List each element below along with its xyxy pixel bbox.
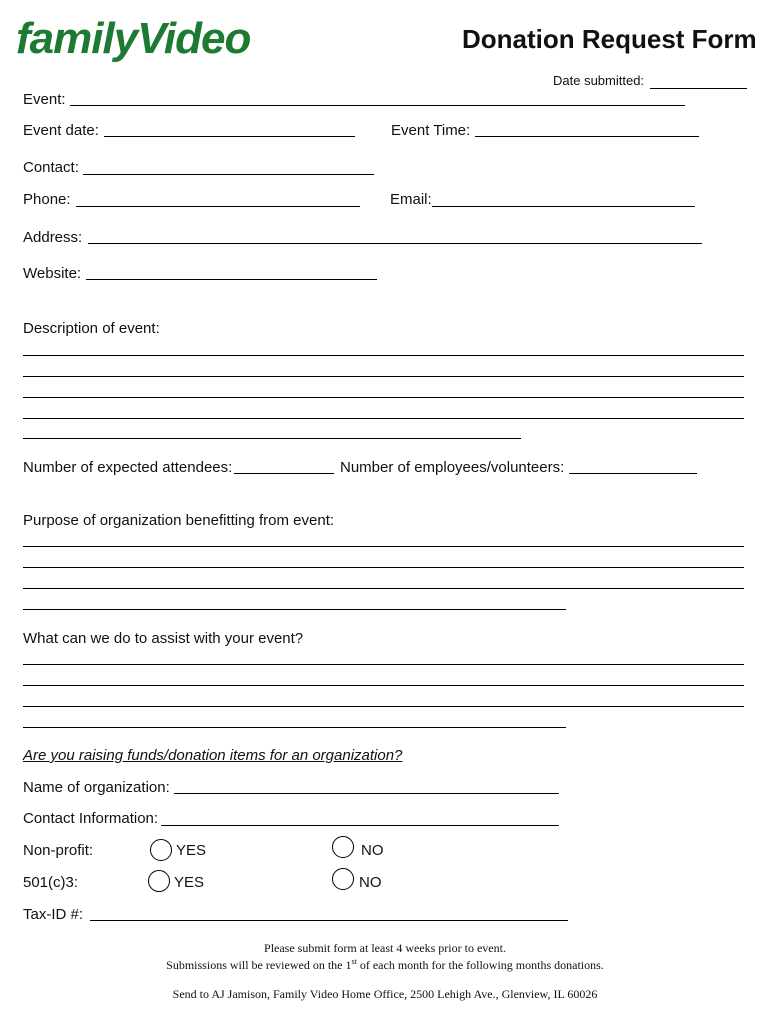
c3-no-radio[interactable] xyxy=(332,868,354,890)
event-time-input[interactable] xyxy=(475,116,699,137)
c3-label: 501(c)3: xyxy=(23,874,79,891)
c3-yes-label: YES xyxy=(174,874,205,891)
c3-yes-radio[interactable] xyxy=(148,870,170,892)
logo-word-family: family xyxy=(16,14,138,63)
address-label: Address: xyxy=(23,229,83,246)
tax-id-input[interactable] xyxy=(90,900,568,921)
contact-info-input[interactable] xyxy=(161,805,559,826)
nonprofit-label: Non-profit: xyxy=(23,842,94,859)
event-date-input[interactable] xyxy=(104,116,355,137)
fundraising-question: Are you raising funds/donation items for an organization? xyxy=(23,747,403,764)
purpose-line-1[interactable] xyxy=(23,526,744,547)
email-label: Email: xyxy=(390,191,432,208)
footer-line-2-end: of each month for the following months donations. xyxy=(356,958,604,972)
description-line-5[interactable] xyxy=(23,418,521,439)
footer-line-2-start: Submissions will be reviewed on the 1 xyxy=(166,958,352,972)
logo-word-video: Video xyxy=(137,14,251,63)
footer-address: Send to AJ Jamison, Family Video Home Office, 2500 Lehigh Ave., Glenview, IL 60026 xyxy=(172,987,598,1001)
nonprofit-yes-label: YES xyxy=(176,842,207,859)
nonprofit-yes-radio[interactable] xyxy=(150,839,172,861)
description-line-2[interactable] xyxy=(23,356,744,377)
assist-line-1[interactable] xyxy=(23,644,744,665)
description-line-4[interactable] xyxy=(23,398,744,419)
description-line-1[interactable] xyxy=(23,335,744,356)
nonprofit-no-radio[interactable] xyxy=(332,836,354,858)
c3-no-label: NO xyxy=(359,874,382,891)
event-input[interactable] xyxy=(70,85,685,106)
phone-label: Phone: xyxy=(23,191,71,208)
contact-label: Contact: xyxy=(23,159,79,176)
phone-input[interactable] xyxy=(76,186,360,207)
employees-input[interactable] xyxy=(569,453,697,474)
attendees-label: Number of expected attendees: xyxy=(23,459,233,476)
footer-line-2 xyxy=(0,957,770,973)
purpose-line-3[interactable] xyxy=(23,568,744,589)
footer-ordinal-suffix: st xyxy=(351,957,357,966)
purpose-line-2[interactable] xyxy=(23,547,744,568)
assist-line-4[interactable] xyxy=(23,707,566,728)
event-label: Event: xyxy=(23,91,66,108)
event-date-label: Event date: xyxy=(23,122,99,139)
employees-label: Number of employees/volunteers: xyxy=(340,459,565,476)
tax-id-label: Tax-ID #: xyxy=(23,906,84,923)
assist-line-3[interactable] xyxy=(23,686,744,707)
attendees-input[interactable] xyxy=(234,453,334,474)
date-submitted-label: Date submitted: xyxy=(553,73,645,88)
page-title: Donation Request Form xyxy=(462,24,757,54)
event-time-label: Event Time: xyxy=(391,122,471,139)
contact-input[interactable] xyxy=(83,154,374,175)
family-video-logo xyxy=(16,14,250,64)
website-input[interactable] xyxy=(86,259,377,280)
nonprofit-no-label: NO xyxy=(361,842,384,859)
email-input[interactable] xyxy=(432,186,695,207)
footer-line-1: Please submit form at least 4 weeks prior to event. xyxy=(264,941,506,955)
purpose-line-4[interactable] xyxy=(23,589,566,610)
description-line-3[interactable] xyxy=(23,377,744,398)
org-name-label: Name of organization: xyxy=(23,779,170,796)
website-label: Website: xyxy=(23,265,82,282)
contact-info-label: Contact Information: xyxy=(23,810,159,827)
assist-label: What can we do to assist with your event? xyxy=(23,630,304,647)
address-input[interactable] xyxy=(88,223,702,244)
description-label: Description of event: xyxy=(23,320,160,337)
org-name-input[interactable] xyxy=(174,773,559,794)
assist-line-2[interactable] xyxy=(23,665,744,686)
purpose-label: Purpose of organization benefitting from event: xyxy=(23,512,335,529)
